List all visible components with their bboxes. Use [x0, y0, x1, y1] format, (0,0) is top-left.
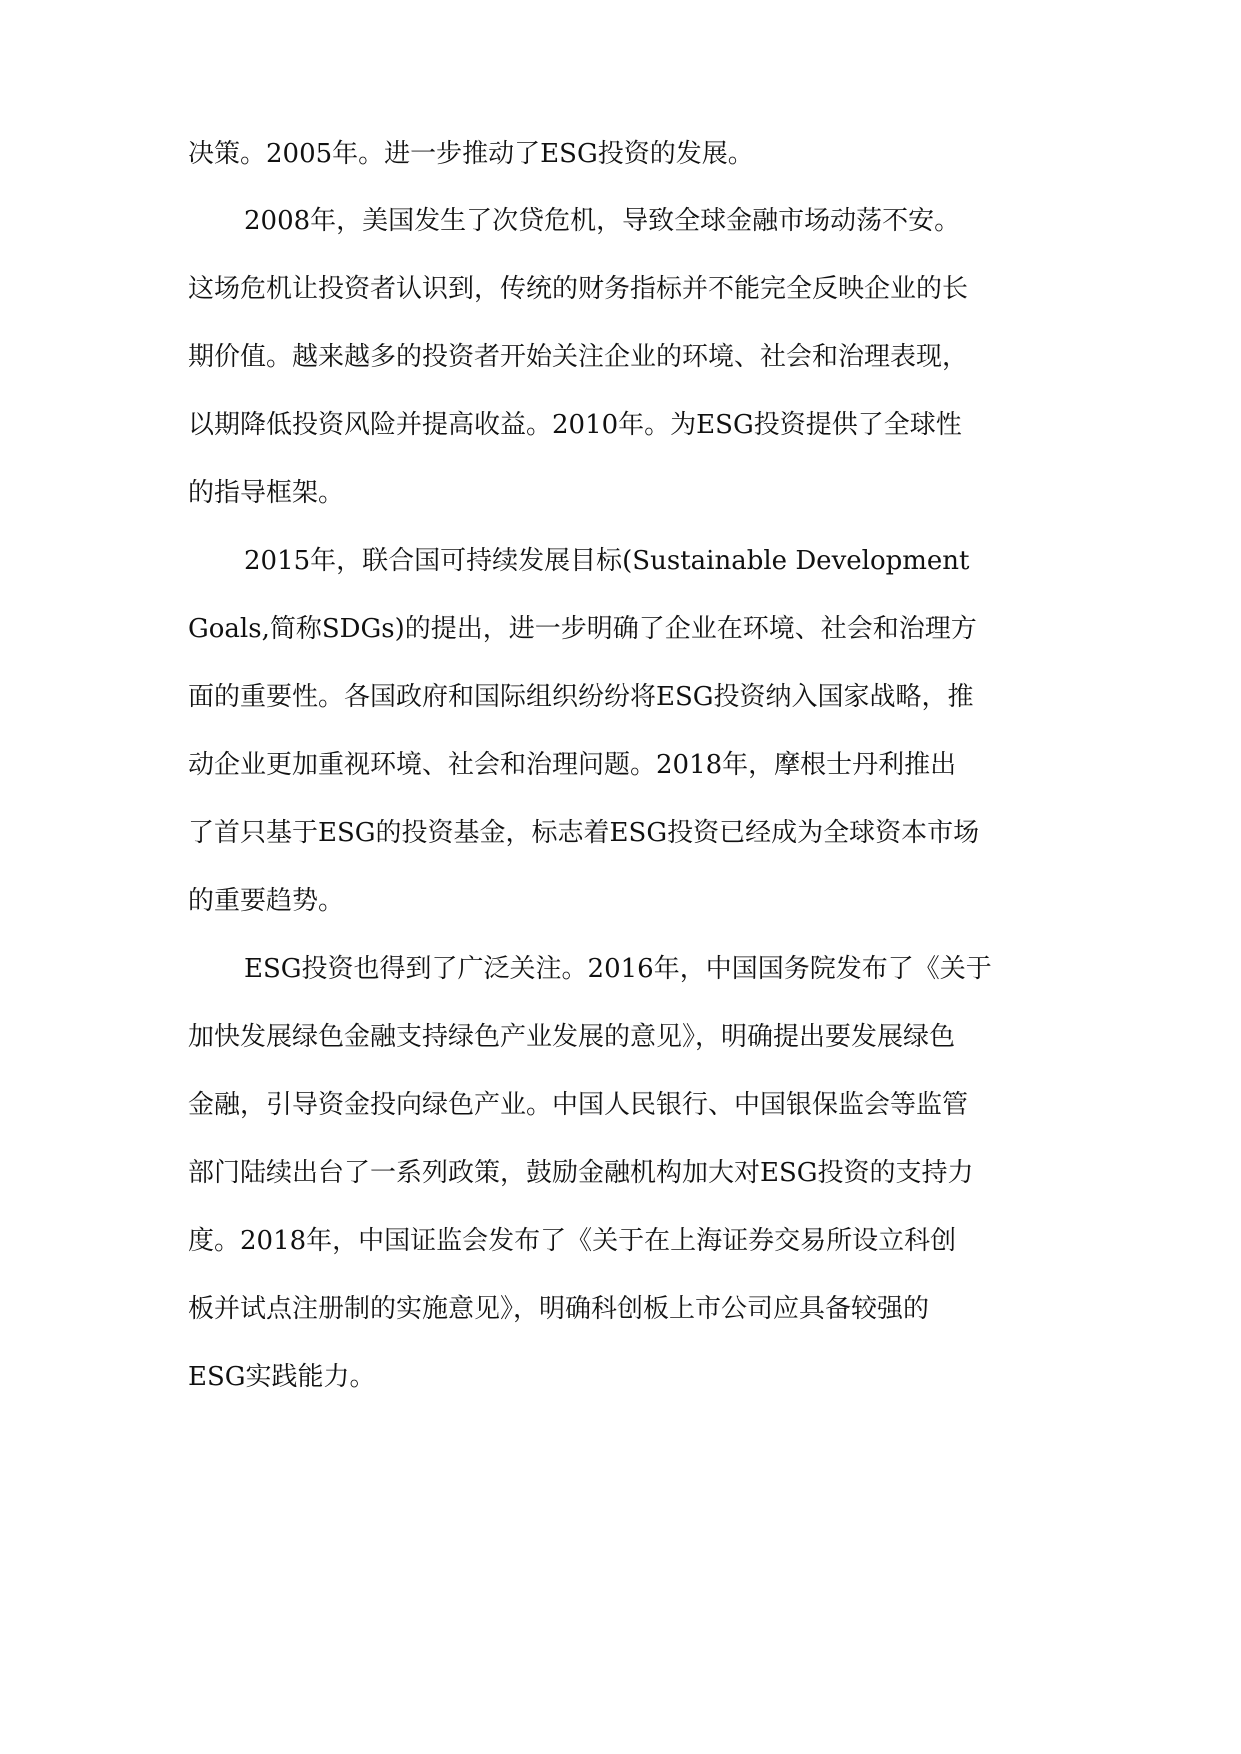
paragraph-line: 面的重要性。各国政府和国际组织纷纷将ESG投资纳入国家战略，推 [188, 682, 974, 712]
paragraph-line: 部门陆续出台了一系列政策，鼓励金融机构加大对ESG投资的支持力 [188, 1158, 974, 1188]
paragraph-line: 加快发展绿色金融支持绿色产业发展的意见》，明确提出要发展绿色 [188, 1022, 956, 1052]
paragraph-line: 动企业更加重视环境、社会和治理问题。2018年，摩根士丹利推出 [188, 750, 957, 780]
paragraph-line: 板并试点注册制的实施意见》，明确科创板上市公司应具备较强的 [188, 1294, 930, 1324]
paragraph-line: 度。2018年，中国证监会发布了《关于在上海证券交易所设立科创 [188, 1226, 957, 1256]
paragraph-line: 金融，引导资金投向绿色产业。中国人民银行、中国银保监会等监管 [188, 1090, 969, 1120]
paragraph-line: 的指导框架。 [188, 478, 345, 508]
paragraph-line: 了首只基于ESG的投资基金，标志着ESG投资已经成为全球资本市场 [188, 818, 980, 848]
paragraph-first-line: 2008年，美国发生了次贷危机，导致全球金融市场动荡不安。 [244, 206, 961, 236]
paragraph-first-line: 2015年，联合国可持续发展目标(Sustainable Development [244, 546, 970, 576]
paragraph-line: 期价值。越来越多的投资者开始关注企业的环境、社会和治理表现， [188, 342, 969, 372]
paragraph-line: ESG实践能力。 [188, 1362, 376, 1392]
paragraph-line: 这场危机让投资者认识到，传统的财务指标并不能完全反映企业的长 [188, 274, 969, 304]
paragraph-first-line: ESG投资也得到了广泛关注。2016年，中国国务院发布了《关于 [244, 954, 992, 984]
paragraph-line: 以期降低投资风险并提高收益。2010年。为ESG投资提供了全球性 [188, 410, 962, 440]
paragraph-line: Goals,简称SDGs)的提出，进一步明确了企业在环境、社会和治理方 [188, 614, 977, 644]
paragraph-line: 决策。2005年。进一步推动了ESG投资的发展。 [188, 139, 754, 169]
paragraph-line: 的重要趋势。 [188, 886, 345, 916]
